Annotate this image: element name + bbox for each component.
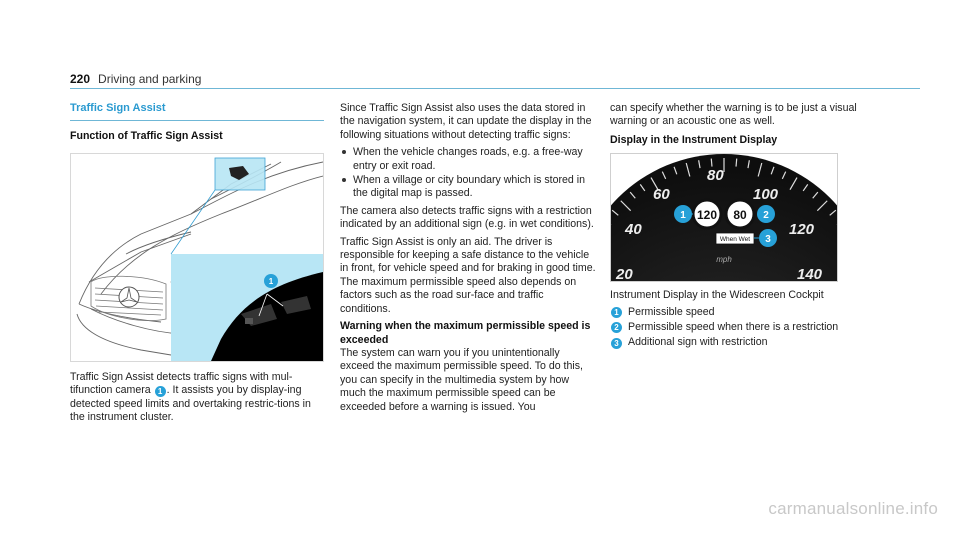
page-number: 220 [70,72,91,86]
cluster-callout-1-label: 1 [680,210,686,222]
speed-sign-120-label: 120 [696,208,718,223]
legend-callout: 3 [611,338,622,349]
car-illustration [71,154,323,361]
section-title: Traffic Sign Assist [70,102,166,114]
legend-callout: 2 [611,322,622,333]
cluster-callout-3-label: 3 [765,234,771,246]
instrument-cluster-figure [610,153,838,282]
legend-item [610,336,866,349]
warning-title: Warning when the maximum permissible speed is exceeded [340,320,591,346]
column-3 [610,102,866,352]
speed-label-20: 20 [616,266,633,282]
warning-paragraph: The system can warn you if you unintentionally exceed the maximum permissible speed. To do this, you can specify in the multimedia system by how much the maximum permissible speed can be exceeded before a warning is issued. You [340,346,583,413]
figure-caption: Instrument Display in the Widescreen Cockpit [610,289,824,302]
intro-paragraph [70,371,324,425]
chapter-title: Driving and parking [98,72,202,86]
legend-item [610,306,866,319]
legend-text: Permissible speed [628,305,715,318]
watermark: carmanualsonline.info [768,499,938,518]
display-title: Display in the Instrument Display [610,133,778,146]
speedometer [611,154,837,281]
figure-legend [610,306,866,350]
situation-list [340,146,596,201]
legend-callout: 1 [611,307,622,318]
intro-text-a: Traffic Sign Assist detects traffic signs with mul-tifunction camera [70,370,293,397]
list-item: When the vehicle changes roads, e.g. a free-way entry or exit road. [340,146,596,173]
when-wet-label: When Wet [719,236,751,244]
legend-text: Additional sign with restriction [628,336,768,349]
nav-data-paragraph: Since Traffic Sign Assist also uses the data stored in the navigation system, it can update the display in the following situations without detecting traffic signs: [340,102,592,141]
car-callout-label: 1 [268,276,274,286]
column-2 [340,102,596,414]
tick-mark [736,159,737,167]
header-rule [70,88,920,89]
speed-label-60: 60 [653,186,670,204]
cluster-callout-2-label: 2 [763,210,769,222]
speed-label-40: 40 [625,221,642,239]
list-item: When a village or city boundary which is stored in the digital map is passed. [340,174,596,201]
section-rule [70,120,324,121]
camera-paragraph: The camera also detects traffic signs with a restriction indicated by an additional sign (e.g. in wet conditions). [340,204,594,231]
legend-item [610,321,866,334]
speed-label-120: 120 [789,221,815,239]
speed-label-100: 100 [753,186,779,204]
tick-mark [711,159,712,167]
page-header [70,72,201,86]
unit-label: mph [716,255,732,265]
legend-text: Permissible speed when there is a restriction [628,321,839,334]
car-camera-figure [70,153,324,362]
speed-label-80: 80 [707,167,724,185]
aid-paragraph: Traffic Sign Assist is only an aid. The driver is responsible for keeping a safe distance to the vehicle in front, for vehicle speed and for braking in good time. The maximum permissible speed also depends on factors such as the road sur-face and traffic conditions. [340,235,596,315]
warning-continuation: can specify whether the warning is to be just a visual warning or an acoustic one as well. [610,102,857,128]
speed-sign-80-label: 80 [733,208,747,223]
intro-callout: 1 [155,386,166,397]
function-title: Function of Traffic Sign Assist [70,130,223,143]
column-1 [70,102,324,428]
speed-label-140: 140 [797,266,823,282]
intro-text-b: . It assists you by display-ing detected speed limits and overtaking restric-tions in the instrument cluster. [70,384,311,424]
